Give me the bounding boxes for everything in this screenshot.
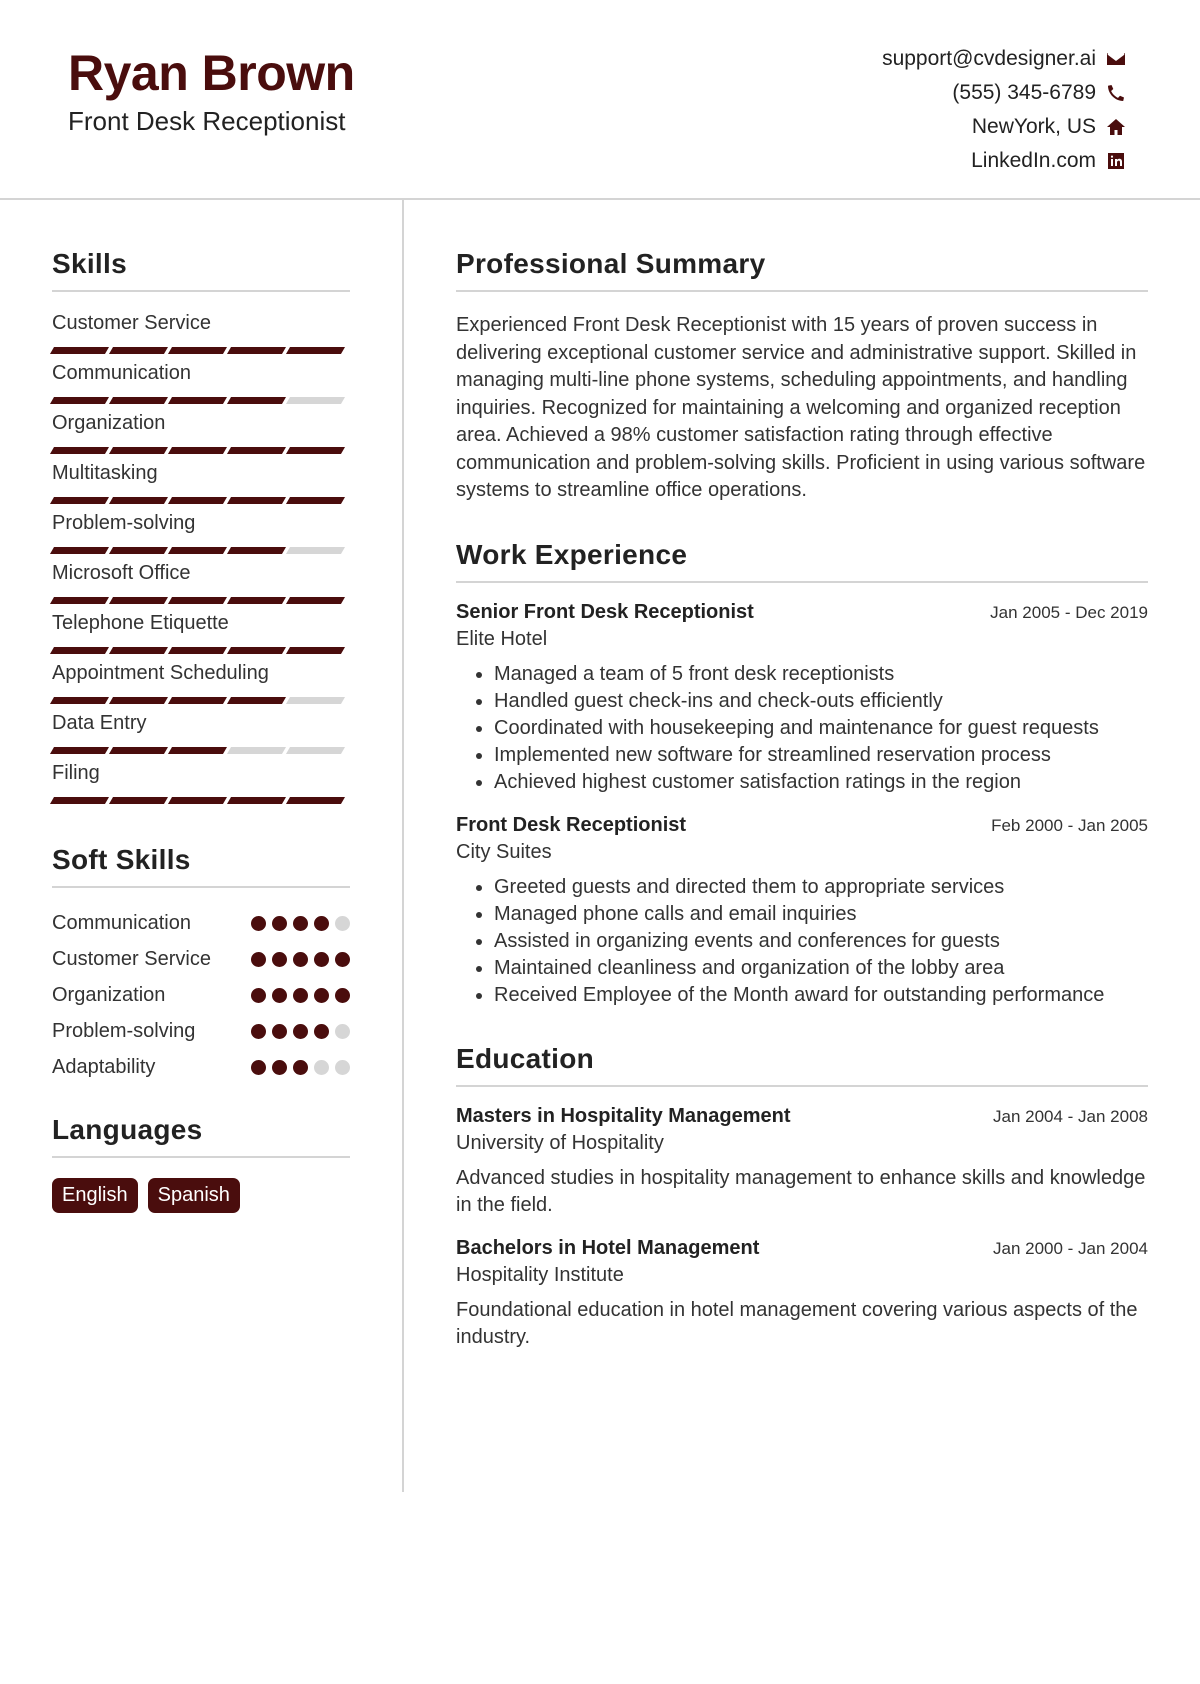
rating-dot: [272, 952, 287, 967]
skill-level-segment: [109, 747, 168, 754]
skill-item: [52, 560, 350, 610]
skill-level-segment: [168, 447, 227, 454]
job-entry: [456, 814, 1148, 1009]
job-bullet: • Achieved highest customer satisfaction ratings in the region: [494, 769, 1148, 796]
rating-dot: [293, 916, 308, 931]
skill-level-segment: [109, 497, 168, 504]
contact-location-text: NewYork, US: [971, 115, 1096, 138]
job-bullet: • Maintained cleanliness and organization of the lobby area: [494, 955, 1148, 982]
job-title: Front Desk Receptionist: [456, 813, 687, 836]
rating-dot: [314, 1060, 329, 1075]
skill-level-segment: [227, 797, 286, 804]
skill-level-segment: [168, 647, 227, 654]
skill-level-segment: [286, 497, 345, 504]
skill-level-segment: [109, 697, 168, 704]
school-name: Hospitality Institute: [456, 1263, 624, 1286]
home-icon: [1106, 117, 1126, 137]
soft-skill-item: [52, 946, 350, 972]
skill-level-segment: [168, 747, 227, 754]
rating-dot: [272, 988, 287, 1003]
job-bullets: [456, 661, 1148, 796]
skill-name: Filing: [52, 762, 100, 784]
skill-level-bar: [52, 447, 350, 454]
skill-level-segment: [109, 547, 168, 554]
soft-skills-list: [52, 910, 350, 1080]
skill-level-segment: [227, 397, 286, 404]
skill-item: [52, 660, 350, 710]
contact-block: [882, 42, 1126, 178]
skill-name: Microsoft Office: [52, 562, 191, 584]
summary-text: Experienced Front Desk Receptionist with 15 years of proven success in delivering exceptional customer service and administrative support. Skilled in managing multi-line phone systems, scheduling appointments, and handling inquiries. Recognized for maintaining a welcoming and organized reception area. Achieved a 98% customer satisfaction rating through effective communication and problem-solving skills. Proficient in using various software systems to streamline office operations.: [456, 314, 1146, 501]
skill-name: Multitasking: [52, 462, 158, 484]
candidate-role: Front Desk Receptionist: [68, 106, 346, 136]
soft-skill-item: [52, 910, 350, 936]
job-company: Elite Hotel: [456, 627, 548, 650]
skill-level-bar: [52, 547, 350, 554]
languages-list: [52, 1178, 350, 1213]
skill-level-segment: [50, 347, 109, 354]
job-header: [456, 601, 1148, 624]
experience-heading: Work Experience: [456, 539, 1148, 583]
languages-heading: Languages: [52, 1114, 350, 1158]
rating-dot: [251, 952, 266, 967]
column-divider: [402, 198, 404, 1492]
skills-list: [52, 310, 350, 810]
language-badge: Spanish: [148, 1178, 240, 1213]
soft-skill-name: Communication: [52, 912, 191, 934]
job-bullet: • Implemented new software for streamlined reservation process: [494, 742, 1148, 769]
skill-level-segment: [168, 797, 227, 804]
skill-level-segment: [227, 697, 286, 704]
skill-level-segment: [109, 797, 168, 804]
degree-title: Masters in Hospitality Management: [456, 1104, 791, 1127]
skill-level-segment: [50, 447, 109, 454]
soft-skill-name: Adaptability: [52, 1056, 156, 1078]
skill-level-segment: [227, 497, 286, 504]
education-date: Jan 2000 - Jan 2004: [992, 1238, 1148, 1258]
linkedin-icon: [1106, 151, 1126, 171]
job-title: Senior Front Desk Receptionist: [456, 600, 754, 623]
skill-level-bar: [52, 347, 350, 354]
skill-level-segment: [50, 647, 109, 654]
skill-level-segment: [50, 597, 109, 604]
skill-item: [52, 760, 350, 810]
skill-level-segment: [109, 647, 168, 654]
skill-level-bar: [52, 747, 350, 754]
skill-name: Problem-solving: [52, 512, 196, 534]
soft-skill-rating: [251, 910, 350, 931]
rating-dot: [293, 952, 308, 967]
skill-name: Telephone Etiquette: [52, 612, 229, 634]
rating-dot: [251, 988, 266, 1003]
contact-phone[interactable]: [882, 76, 1126, 110]
school-name: University of Hospitality: [456, 1131, 664, 1154]
contact-linkedin-text: LinkedIn.com: [971, 149, 1096, 172]
skill-level-segment: [227, 597, 286, 604]
education-header: [456, 1237, 1148, 1260]
skill-name: Appointment Scheduling: [52, 662, 269, 684]
skill-level-segment: [227, 547, 286, 554]
main-content: [456, 248, 1148, 1351]
summary-heading: Professional Summary: [456, 248, 1148, 292]
education-description: Advanced studies in hospitality management to enhance skills and knowledge in the field.: [456, 1166, 1146, 1216]
education-heading: Education: [456, 1043, 1148, 1087]
soft-skill-name: Organization: [52, 984, 166, 1006]
resume-header: [0, 0, 1200, 200]
job-bullet: • Handled guest check-ins and check-outs efficiently: [494, 688, 1148, 715]
rating-dot: [335, 988, 350, 1003]
skill-level-segment: [168, 347, 227, 354]
envelope-icon: [1106, 49, 1126, 69]
skill-level-segment: [168, 597, 227, 604]
soft-skill-item: [52, 982, 350, 1008]
education-entry: [456, 1105, 1148, 1219]
contact-linkedin[interactable]: [882, 144, 1126, 178]
sidebar: [52, 248, 350, 1213]
skill-level-segment: [50, 697, 109, 704]
rating-dot: [335, 1060, 350, 1075]
skill-level-bar: [52, 497, 350, 504]
skill-level-segment: [227, 447, 286, 454]
soft-skill-rating: [251, 982, 350, 1003]
skill-level-segment: [286, 397, 345, 404]
rating-dot: [314, 952, 329, 967]
skill-item: [52, 510, 350, 560]
skill-level-segment: [227, 647, 286, 654]
education-list: [456, 1105, 1148, 1351]
skill-name: Customer Service: [52, 312, 211, 334]
skill-level-segment: [227, 347, 286, 354]
job-bullet: • Managed phone calls and email inquiries: [494, 901, 1148, 928]
soft-skill-item: [52, 1054, 350, 1080]
skill-level-bar: [52, 647, 350, 654]
skill-item: [52, 360, 350, 410]
job-company: City Suites: [456, 840, 552, 863]
rating-dot: [335, 952, 350, 967]
job-bullet: • Greeted guests and directed them to appropriate services: [494, 874, 1148, 901]
contact-email[interactable]: [882, 42, 1126, 76]
rating-dot: [293, 1060, 308, 1075]
soft-skill-name: Problem-solving: [52, 1020, 196, 1042]
rating-dot: [251, 916, 266, 931]
skill-level-segment: [109, 597, 168, 604]
rating-dot: [251, 1060, 266, 1075]
rating-dot: [314, 916, 329, 931]
soft-skill-rating: [251, 946, 350, 967]
skill-level-segment: [286, 447, 345, 454]
job-bullets: [456, 874, 1148, 1009]
skill-level-segment: [227, 747, 286, 754]
soft-skills-heading: Soft Skills: [52, 844, 350, 888]
education-header: [456, 1105, 1148, 1128]
rating-dot: [272, 916, 287, 931]
skill-level-bar: [52, 597, 350, 604]
soft-skill-name: Customer Service: [52, 948, 211, 970]
skill-level-bar: [52, 697, 350, 704]
skill-level-segment: [50, 497, 109, 504]
skill-level-segment: [286, 747, 345, 754]
skill-level-segment: [286, 547, 345, 554]
skill-level-bar: [52, 397, 350, 404]
skill-level-segment: [168, 547, 227, 554]
candidate-name: Ryan Brown: [68, 45, 355, 101]
job-date: Feb 2000 - Jan 2005: [991, 815, 1148, 835]
skill-level-segment: [50, 547, 109, 554]
soft-skill-item: [52, 1018, 350, 1044]
education-description: Foundational education in hotel management covering various aspects of the industry.: [456, 1298, 1138, 1348]
contact-phone-text: (555) 345-6789: [952, 81, 1096, 104]
skill-level-segment: [286, 597, 345, 604]
rating-dot: [335, 916, 350, 931]
skill-level-segment: [168, 497, 227, 504]
job-bullet: • Received Employee of the Month award for outstanding performance: [494, 982, 1148, 1009]
skill-item: [52, 460, 350, 510]
job-bullet: • Managed a team of 5 front desk receptionists: [494, 661, 1148, 688]
rating-dot: [293, 988, 308, 1003]
language-badge: English: [52, 1178, 138, 1213]
skill-name: Communication: [52, 362, 191, 384]
job-date: Jan 2005 - Dec 2019: [990, 602, 1148, 622]
soft-skill-rating: [251, 1018, 350, 1039]
phone-icon: [1106, 83, 1126, 103]
education-date: Jan 2004 - Jan 2008: [992, 1106, 1148, 1126]
experience-list: [456, 601, 1148, 1009]
rating-dot: [314, 1024, 329, 1039]
skill-item: [52, 410, 350, 460]
rating-dot: [272, 1024, 287, 1039]
job-entry: [456, 601, 1148, 796]
rating-dot: [293, 1024, 308, 1039]
skill-level-segment: [50, 747, 109, 754]
rating-dot: [272, 1060, 287, 1075]
contact-email-text: support@cvdesigner.ai: [882, 47, 1096, 70]
skill-level-segment: [168, 397, 227, 404]
skill-level-segment: [168, 697, 227, 704]
rating-dot: [335, 1024, 350, 1039]
skill-level-segment: [109, 397, 168, 404]
soft-skill-rating: [251, 1054, 350, 1075]
skill-level-segment: [286, 347, 345, 354]
skill-level-segment: [50, 797, 109, 804]
skill-level-segment: [109, 447, 168, 454]
skill-item: [52, 610, 350, 660]
skills-heading: Skills: [52, 248, 350, 292]
skill-level-segment: [286, 797, 345, 804]
skill-name: Data Entry: [52, 712, 147, 734]
skill-level-segment: [286, 647, 345, 654]
skill-level-segment: [50, 397, 109, 404]
degree-title: Bachelors in Hotel Management: [456, 1236, 760, 1259]
contact-location: [882, 110, 1126, 144]
job-header: [456, 814, 1148, 837]
skill-name: Organization: [52, 412, 166, 434]
skill-item: [52, 310, 350, 360]
skill-level-bar: [52, 797, 350, 804]
skill-level-segment: [109, 347, 168, 354]
skill-level-segment: [286, 697, 345, 704]
rating-dot: [251, 1024, 266, 1039]
job-bullet: • Assisted in organizing events and conferences for guests: [494, 928, 1148, 955]
rating-dot: [314, 988, 329, 1003]
job-bullet: • Coordinated with housekeeping and maintenance for guest requests: [494, 715, 1148, 742]
education-entry: [456, 1237, 1148, 1351]
skill-item: [52, 710, 350, 760]
